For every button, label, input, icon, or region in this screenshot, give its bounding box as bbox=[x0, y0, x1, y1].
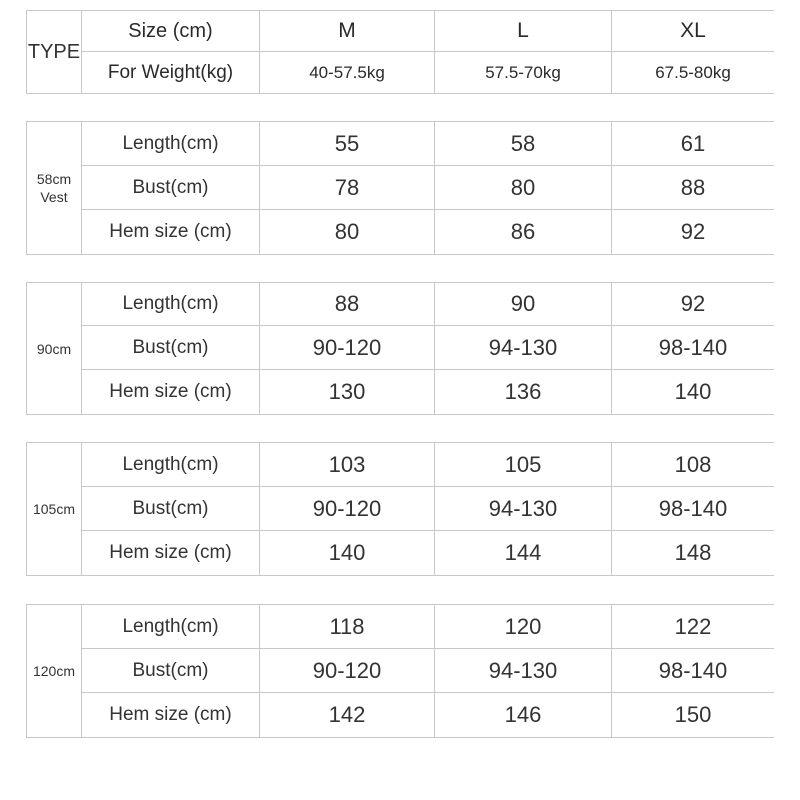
row-label-bust: Bust(cm) bbox=[82, 487, 260, 531]
value-cell: 94-130 bbox=[435, 326, 612, 370]
size-xl-header: XL bbox=[612, 11, 774, 52]
value-cell: 150 bbox=[674, 702, 712, 727]
row-label-hem: Hem size (cm) bbox=[82, 370, 260, 414]
weight-label: For Weight(kg) bbox=[82, 52, 260, 93]
row-label-hem: Hem size (cm) bbox=[82, 210, 260, 254]
row-label-hem: Hem size (cm) bbox=[82, 531, 260, 575]
row-label-length: Length(cm) bbox=[82, 605, 260, 649]
row-label-bust: Bust(cm) bbox=[82, 166, 260, 210]
row-label-bust: Bust(cm) bbox=[82, 649, 260, 693]
value-cell: 140 bbox=[674, 379, 712, 404]
value-cell: 55 bbox=[260, 122, 435, 166]
value-cell: 122 bbox=[612, 605, 774, 649]
value-cell: 140 bbox=[260, 531, 435, 575]
value-cell: 144 bbox=[435, 531, 612, 575]
row-label-hem: Hem size (cm) bbox=[82, 693, 260, 737]
weight-l: 57.5-70kg bbox=[435, 52, 612, 93]
size-l-header: L bbox=[435, 11, 612, 52]
row-label-length: Length(cm) bbox=[82, 443, 260, 487]
weight-xl: 67.5-80kg bbox=[655, 62, 731, 82]
value-cell: 78 bbox=[260, 166, 435, 210]
size-table-120cm bbox=[26, 604, 774, 738]
value-cell: 146 bbox=[435, 693, 612, 737]
value-cell: 103 bbox=[260, 443, 435, 487]
value-cell: 58 bbox=[435, 122, 612, 166]
value-cell: 98-140 bbox=[612, 487, 774, 531]
row-label-length: Length(cm) bbox=[82, 283, 260, 326]
value-cell: 88 bbox=[260, 283, 435, 326]
type-label: 105cm bbox=[27, 443, 82, 575]
value-cell: 108 bbox=[612, 443, 774, 487]
value-cell: 130 bbox=[260, 370, 435, 414]
value-cell: 90-120 bbox=[260, 326, 435, 370]
type-label: 120cm bbox=[27, 605, 82, 737]
type-label: 90cm bbox=[27, 283, 82, 414]
value-cell: 120 bbox=[435, 605, 612, 649]
value-cell: 136 bbox=[435, 370, 612, 414]
type-label: 58cm Vest bbox=[27, 122, 82, 254]
value-cell: 94-130 bbox=[435, 649, 612, 693]
row-label-bust: Bust(cm) bbox=[82, 326, 260, 370]
value-cell: 61 bbox=[612, 122, 774, 166]
value-cell: 142 bbox=[260, 693, 435, 737]
value-cell: 105 bbox=[435, 443, 612, 487]
type-label: TYPE bbox=[27, 11, 82, 93]
value-cell: 90 bbox=[435, 283, 612, 326]
value-cell: 98-140 bbox=[612, 326, 774, 370]
value-cell: 90-120 bbox=[260, 487, 435, 531]
size-header-table bbox=[26, 10, 774, 94]
value-cell: 88 bbox=[612, 166, 774, 210]
value-cell: 80 bbox=[260, 210, 435, 254]
weight-m: 40-57.5kg bbox=[260, 52, 435, 93]
size-m-header: M bbox=[260, 11, 435, 52]
value-cell: 92 bbox=[680, 219, 706, 244]
value-cell: 86 bbox=[435, 210, 612, 254]
value-cell: 80 bbox=[435, 166, 612, 210]
size-table-105cm bbox=[26, 442, 774, 576]
value-cell: 118 bbox=[260, 605, 435, 649]
size-table-58cm-vest bbox=[26, 121, 774, 255]
value-cell: 148 bbox=[674, 540, 712, 565]
value-cell: 92 bbox=[612, 283, 774, 326]
value-cell: 98-140 bbox=[612, 649, 774, 693]
size-table-90cm bbox=[26, 282, 774, 415]
size-label: Size (cm) bbox=[82, 11, 260, 52]
row-label-length: Length(cm) bbox=[82, 122, 260, 166]
value-cell: 90-120 bbox=[260, 649, 435, 693]
value-cell: 94-130 bbox=[435, 487, 612, 531]
